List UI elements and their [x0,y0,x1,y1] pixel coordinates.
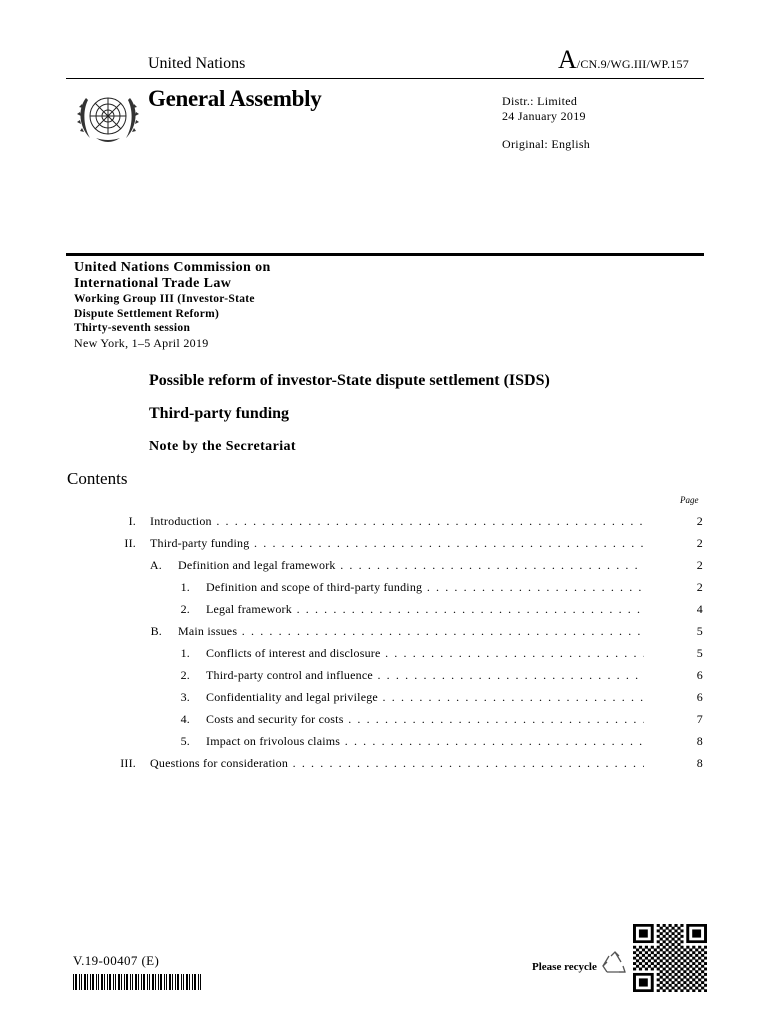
toc-page: 6 [696,690,703,704]
toc-page: 7 [696,712,703,726]
document-subtitle: Third-party funding [149,405,290,422]
toc-page: 2 [696,580,703,594]
toc-item[interactable] [0,712,770,728]
place-dates: New York, 1–5 April 2019 [74,335,209,350]
toc-number: 2. [180,668,190,682]
toc-page: 5 [696,624,703,638]
toc-item[interactable] [0,514,770,530]
issue-date: 24 January 2019 [502,109,586,123]
toc-item[interactable] [0,536,770,552]
toc-page: 6 [696,668,703,682]
toc-number: 1. [180,646,190,660]
toc-number: II. [124,536,136,550]
symbol-letter: A [558,45,577,74]
toc-number: 3. [180,690,190,704]
toc-item[interactable] [0,602,770,618]
working-group-line1: Working Group III (Investor-State [74,293,255,305]
toc-number: 2. [180,602,190,616]
toc-item[interactable] [0,690,770,706]
original-language: Original: English [502,137,591,151]
toc-number: I. [128,514,136,528]
toc-title: Conflicts of interest and disclosure . . . [206,646,644,661]
working-group-line2: Dispute Settlement Reform) [74,307,220,320]
contents-heading: Contents [67,469,128,488]
toc-page: 8 [696,756,703,770]
recycle-icon [601,950,629,976]
org-name: United Nations [148,55,246,72]
toc-page: 2 [696,536,703,550]
toc-title: Confidentiality and legal privilege . . . [206,690,644,705]
distribution: Distr.: Limited [502,94,578,108]
toc-item[interactable] [0,624,770,640]
toc-title: Questions for consideration . . . [150,756,644,771]
toc-page: 8 [696,734,703,748]
symbol-code: /CN.9/WG.III/WP.157 [576,57,689,71]
distribution-block [502,94,586,124]
toc-number: 4. [180,712,190,726]
commission-name-line1: United Nations Commission on [74,260,271,275]
toc-number: 1. [180,580,190,594]
toc-title: Third-party control and influence . . . [206,668,644,683]
toc-number: 5. [180,734,190,748]
toc-item[interactable] [0,668,770,684]
page-column-label: Page [680,495,699,505]
session: Thirty-seventh session [74,322,191,334]
toc-item[interactable] [0,558,770,574]
toc-number: B. [150,624,162,638]
body-name: General Assembly [148,86,322,111]
toc-title: Legal framework . . . [206,602,644,617]
toc-page: 4 [696,602,703,616]
un-emblem-icon [70,86,146,148]
document-symbol [558,47,689,73]
commission-block [74,260,271,351]
toc-title: Main issues . . . [178,624,644,639]
section-rule [66,253,704,256]
toc-page: 5 [696,646,703,660]
document-number: V.19-00407 (E) [73,953,160,968]
toc-number: A. [149,558,162,572]
header-rule [66,78,704,79]
toc-title: Introduction . . . [150,514,644,529]
document-title: Possible reform of investor-State dispute settlement (ISDS) [149,372,550,389]
toc-page: 2 [696,558,703,572]
toc-title: Costs and security for costs . . . [206,712,644,727]
toc-page: 2 [696,514,703,528]
toc-number: III. [120,756,136,770]
toc-title: Definition and scope of third-party funding . . . [206,580,644,595]
commission-name-line2: International Trade Law [74,276,232,291]
toc-title: Impact on frivolous claims . . . [206,734,644,749]
toc-item[interactable] [0,580,770,596]
recycle-text: Please recycle [532,961,597,973]
toc-item[interactable] [0,756,770,772]
note-by: Note by the Secretariat [149,439,296,454]
toc-item[interactable] [0,734,770,750]
qr-code-icon [633,924,707,992]
toc-title: Third-party funding . . . [150,536,644,551]
barcode-icon [73,974,205,990]
toc-item[interactable] [0,646,770,662]
toc-title: Definition and legal framework . . . [178,558,644,573]
